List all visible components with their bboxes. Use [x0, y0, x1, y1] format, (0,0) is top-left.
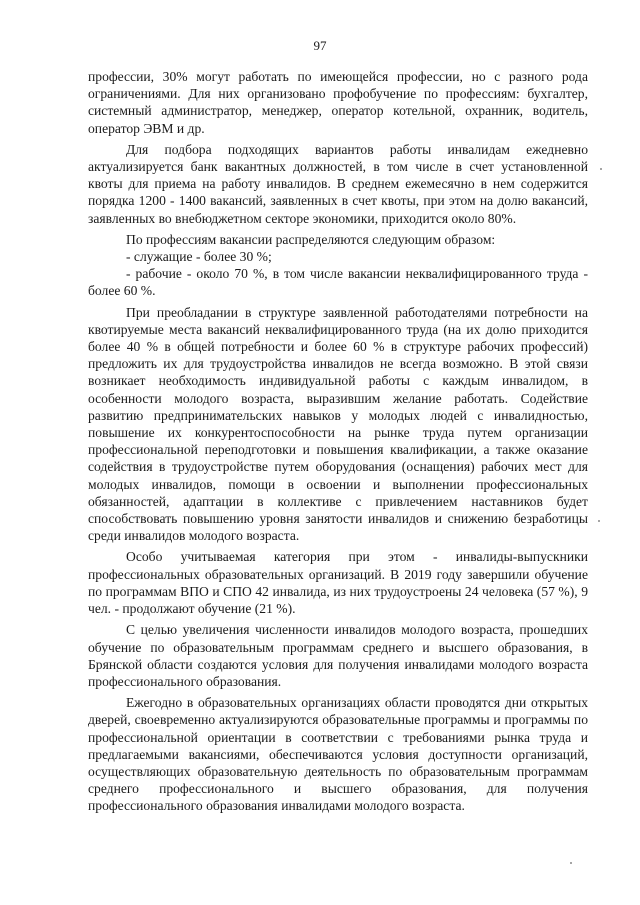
paragraph-continuation: профессии, 30% могут работать по имеющейся профессии, но с разного рода ограничениями. Для них организовано профобучение по профессиям: бухгалтер, системный администратор, менеджер, оператор котельной, охранник, водитель, оператор ЭВМ и др. — [88, 69, 588, 136]
scan-speck — [598, 520, 600, 522]
page-number: 97 — [313, 38, 327, 53]
paragraph-distribution-intro: По профессиям вакансии распределяются следующим образом: — [126, 231, 496, 247]
list-item-workers: - рабочие - около 70 %, в том числе вакансии неквалифицированного труда - более 60 %. — [88, 266, 588, 299]
paragraph-graduates: Особо учитываемая категория при этом - инвалиды-выпускники профессиональных образовательных организаций. В 2019 году завершили обучение по программам ВПО и СПО 42 инвалида, из них трудоустроены 24 человека (57 %), 9 чел. - продолжают обучение (21 %). — [88, 549, 588, 617]
scan-speck — [570, 862, 572, 864]
document-body — [88, 68, 588, 815]
paragraph-unskilled-labor: При преобладании в структуре заявленной работодателями потребности на квотируемые места вакансий неквалифицированного труда (на их долю приходится более 40 % в общей потребности и более 60 % в структуре рабочих профессий) предложить их для трудоустройства инвалидов не всегда возможно. В этой связи возникает необходимость индивидуальной работы с каждым инвалидом, в особенности молодого возраста, выразившим желание работать. Содействие развитию предпринимательских навыков у молодых людей с инвалидностью, повышение их конкурентоспособности на рынке труда путем организации профессиональной переподготовки и повышения квалификации, а также оказание содействия в трудоустройстве путем оборудования (оснащения) рабочих мест для молодых инвалидов, помощи в освоении и выполнении профессиональных обязанностей, адаптации в коллективе с привлечением наставников будет способствовать повышению уровня занятости инвалидов и снижению безработицы среди инвалидов молодого возраста. — [88, 304, 588, 544]
list-item-employees: - служащие - более 30 %; — [126, 249, 272, 265]
paragraph-education-conditions: С целью увеличения численности инвалидов молодого возраста, прошедших обучение по образовательным программам среднего и высшего образования, в Брянской области создаются условия для получения инвалидами молодого возраста профессионального образования. — [88, 622, 588, 689]
paragraph-open-days: Ежегодно в образовательных организациях области проводятся дни открытых дверей, своевременно актуализируются образовательные программы и программы по профессиональной ориентации в соответствии с требованиями рынка труда и предлагаемыми вакансиями, обеспечиваются условия доступности организаций, осуществляющих образовательную деятельность по образовательным программам среднего профессионального и высшего образования, для получения профессионального образования инвалидами молодого возраста. — [88, 695, 588, 814]
paragraph-vacancy-bank: Для подбора подходящих вариантов работы инвалидам ежедневно актуализируется банк вакантных должностей, в том числе в счет установленной квоты для приема на работу инвалидов. В среднем ежемесячно в нем содержится порядка 1200 - 1400 вакансий, заявленных в счет квоты, при этом на долю вакансий, заявленных во внебюджетном секторе экономики, приходится около 80%. — [88, 141, 588, 226]
scan-speck — [600, 168, 602, 170]
